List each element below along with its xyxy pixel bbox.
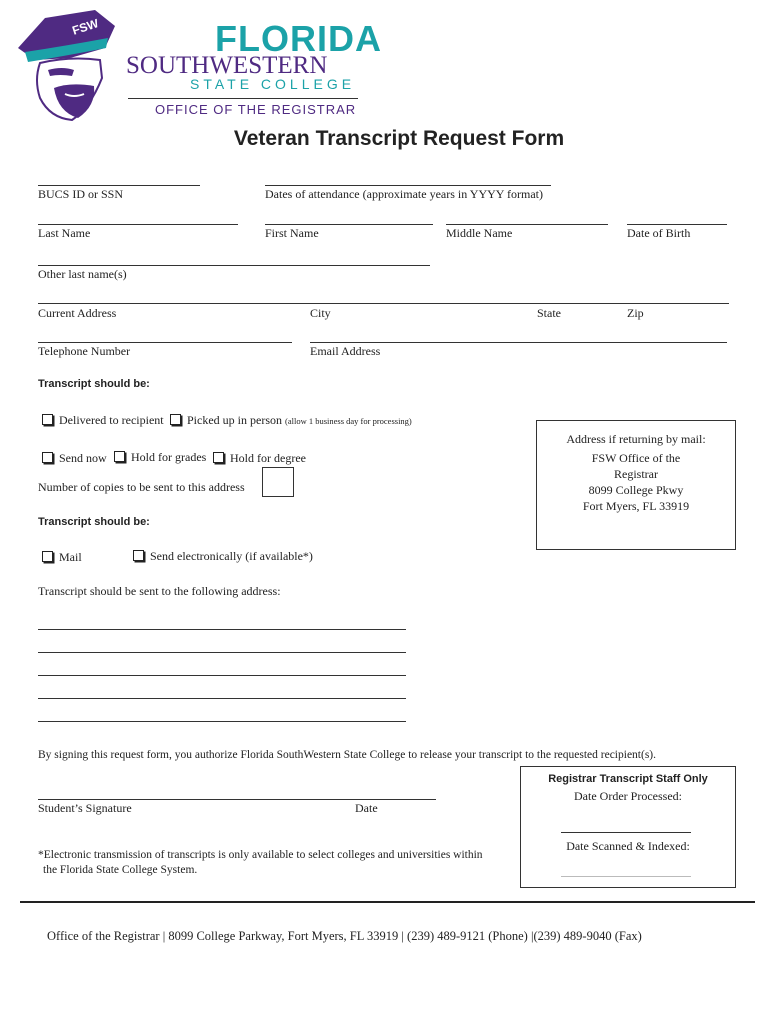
electronic-option[interactable] bbox=[133, 549, 313, 564]
address-label: Current Address bbox=[38, 306, 117, 320]
dates-line[interactable] bbox=[265, 185, 551, 186]
logo-subtitle: SOUTHWESTERN bbox=[126, 52, 328, 79]
recipient-address-line-5[interactable] bbox=[38, 721, 406, 722]
phone-line[interactable] bbox=[38, 342, 292, 343]
recipient-address-line-1[interactable] bbox=[38, 629, 406, 630]
recipient-address-line-2[interactable] bbox=[38, 652, 406, 653]
return-address-box bbox=[536, 420, 736, 550]
first-name-label: First Name bbox=[265, 226, 319, 240]
return-address-line2: Registrar bbox=[614, 467, 658, 481]
hold-degree-option[interactable] bbox=[213, 451, 306, 466]
middle-name-label: Middle Name bbox=[446, 226, 513, 240]
zip-label: Zip bbox=[627, 306, 644, 320]
send-now-label: Send now bbox=[59, 451, 107, 465]
electronic-checkbox[interactable] bbox=[133, 550, 144, 561]
picked-up-note: (allow 1 business day for processing) bbox=[285, 416, 412, 426]
hold-degree-label: Hold for degree bbox=[230, 451, 306, 465]
phone-label: Telephone Number bbox=[38, 344, 131, 358]
delivery-heading: Transcript should be: bbox=[38, 378, 150, 390]
electronic-label: Send electronically (if available*) bbox=[150, 549, 313, 563]
mail-label: Mail bbox=[59, 550, 82, 564]
dates-label: Dates of attendance (approximate years in YYYY format) bbox=[265, 187, 543, 201]
staff-box bbox=[520, 766, 736, 888]
address-prompt: Transcript should be sent to the following address: bbox=[38, 584, 281, 598]
dob-line[interactable] bbox=[627, 224, 727, 225]
hold-grades-option[interactable] bbox=[114, 450, 206, 465]
staff-processed-line[interactable] bbox=[561, 832, 691, 833]
pirate-mascot-icon bbox=[10, 8, 120, 123]
other-names-line[interactable] bbox=[38, 265, 430, 266]
mail-option[interactable] bbox=[42, 550, 82, 565]
copies-input[interactable] bbox=[262, 467, 294, 497]
picked-up-checkbox[interactable] bbox=[170, 414, 181, 425]
return-address-title: Address if returning by mail: bbox=[566, 432, 706, 446]
mail-checkbox[interactable] bbox=[42, 551, 53, 562]
state-label: State bbox=[537, 306, 561, 320]
first-name-line[interactable] bbox=[265, 224, 433, 225]
hold-grades-checkbox[interactable] bbox=[114, 451, 125, 462]
signature-line[interactable] bbox=[38, 799, 436, 800]
return-address-line1: FSW Office of the bbox=[591, 451, 681, 465]
signature-label: Student’s Signature bbox=[38, 801, 132, 815]
logo-college: STATE COLLEGE bbox=[190, 76, 356, 92]
dob-label: Date of Birth bbox=[627, 226, 691, 240]
return-address-line4: Fort Myers, FL 33919 bbox=[582, 499, 690, 513]
logo-divider bbox=[128, 98, 358, 99]
method-heading: Transcript should be: bbox=[38, 516, 150, 528]
bucs-line[interactable] bbox=[38, 185, 200, 186]
logo-mark: FSW bbox=[70, 16, 101, 38]
email-label: Email Address bbox=[310, 344, 381, 358]
last-name-label: Last Name bbox=[38, 226, 91, 240]
send-now-checkbox[interactable] bbox=[42, 452, 53, 463]
office-label: OFFICE OF THE REGISTRAR bbox=[155, 102, 357, 117]
recipient-address-line-4[interactable] bbox=[38, 698, 406, 699]
logo-title: FLORIDA bbox=[215, 18, 382, 59]
signature-date-label: Date bbox=[355, 801, 378, 815]
staff-scanned-line[interactable] bbox=[561, 876, 691, 877]
middle-name-line[interactable] bbox=[446, 224, 608, 225]
last-name-line[interactable] bbox=[38, 224, 238, 225]
hold-degree-checkbox[interactable] bbox=[213, 452, 224, 463]
hold-grades-label: Hold for grades bbox=[131, 450, 207, 464]
footnote-line1: *Electronic transmission of transcripts is only available to select colleges and universities within bbox=[38, 849, 483, 861]
picked-up-label: Picked up in person bbox=[187, 413, 282, 427]
send-now-option[interactable] bbox=[42, 451, 107, 466]
footer-text: Office of the Registrar | 8099 College Parkway, Fort Myers, FL 33919 | (239) 489-9121 (Phone) |(239) 489-9040 (Fax) bbox=[47, 929, 642, 943]
picked-up-option[interactable] bbox=[170, 413, 412, 428]
bucs-label: BUCS ID or SSN bbox=[38, 187, 124, 201]
college-logo bbox=[10, 8, 382, 123]
delivered-option[interactable] bbox=[42, 413, 164, 428]
staff-title: Registrar Transcript Staff Only bbox=[548, 773, 708, 785]
delivered-label: Delivered to recipient bbox=[59, 413, 164, 427]
authorization-text: By signing this request form, you authorize Florida SouthWestern State College to release your transcript to the requested recipient(s). bbox=[38, 749, 657, 761]
recipient-address-line-3[interactable] bbox=[38, 675, 406, 676]
other-names-label: Other last name(s) bbox=[38, 267, 127, 281]
footnote-line2: the Florida State College System. bbox=[43, 864, 198, 876]
email-line[interactable] bbox=[310, 342, 727, 343]
staff-scanned-label: Date Scanned & Indexed: bbox=[566, 839, 690, 853]
staff-processed-label: Date Order Processed: bbox=[574, 789, 682, 803]
address-line[interactable] bbox=[38, 303, 729, 304]
footer-divider bbox=[20, 901, 755, 903]
delivered-checkbox[interactable] bbox=[42, 414, 53, 425]
copies-label: Number of copies to be sent to this address bbox=[38, 480, 245, 494]
city-label: City bbox=[310, 306, 331, 320]
form-title: Veteran Transcript Request Form bbox=[233, 127, 565, 150]
return-address-line3: 8099 College Pkwy bbox=[588, 483, 684, 497]
